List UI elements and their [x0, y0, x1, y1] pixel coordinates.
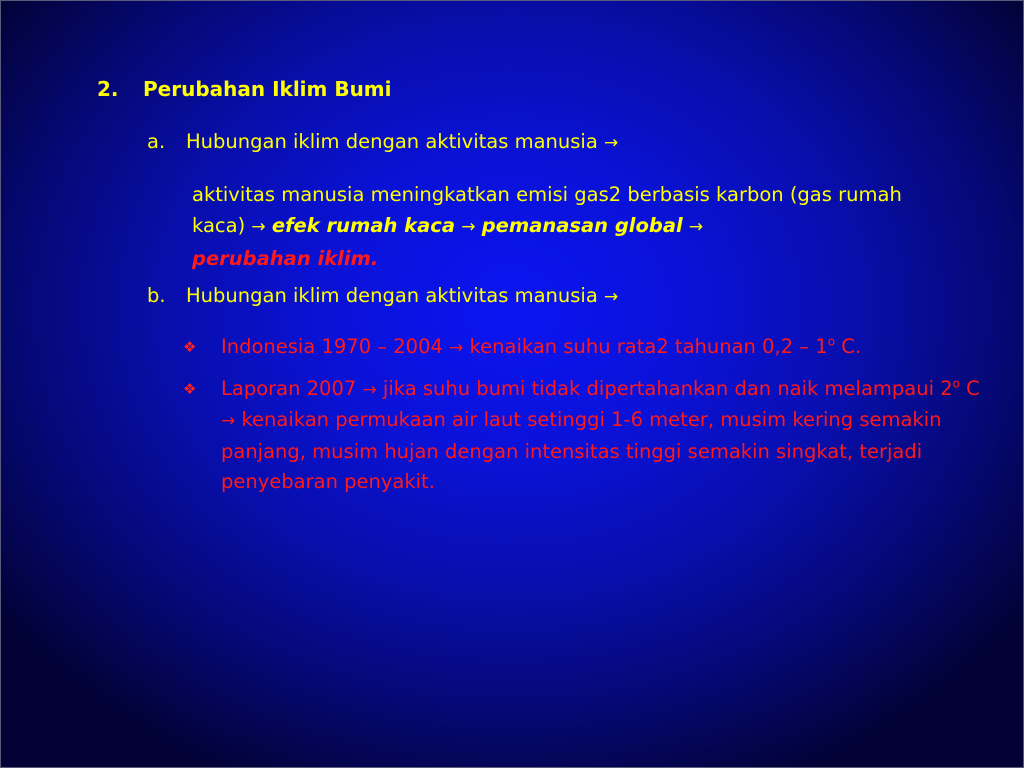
item-b	[147, 284, 618, 307]
diamond-bullet-icon: ❖	[183, 338, 197, 356]
emphasis-climate-change: perubahan iklim.	[192, 247, 379, 270]
bullet-text: Indonesia 1970 – 2004 → kenaikan suhu rata2 tahunan 0,2 – 1$^o$ C.	[221, 334, 862, 358]
section-heading	[97, 77, 392, 101]
heading-number: 2.	[97, 77, 119, 101]
diamond-bullet-icon: ❖	[183, 379, 197, 398]
right-arrow-icon: →	[603, 287, 619, 307]
heading-title: Perubahan Iklim Bumi	[143, 77, 392, 101]
right-arrow-icon: →	[362, 379, 377, 400]
emphasis-global-warming: pemanasan global	[481, 214, 683, 237]
item-a-letter: a.	[147, 130, 166, 153]
right-arrow-icon: →	[461, 217, 476, 237]
emphasis-greenhouse-effect: efek rumah kaca	[271, 214, 456, 237]
right-arrow-icon: →	[449, 338, 464, 358]
right-arrow-icon: →	[251, 217, 266, 237]
right-arrow-icon: →	[688, 217, 704, 237]
bullet-list	[183, 332, 993, 508]
item-a-paragraph: aktivitas manusia meningkatkan emisi gas2 berbasis karbon (gas rumah kaca) → efek rumah kaca → pemanasan global → perubahan iklim.	[192, 183, 902, 270]
list-item	[183, 374, 993, 498]
right-arrow-icon: →	[603, 133, 619, 153]
item-a-text: Hubungan iklim dengan aktivitas manusia →	[186, 130, 619, 153]
list-item	[183, 332, 993, 364]
right-arrow-icon: →	[221, 411, 236, 431]
item-a	[147, 130, 618, 153]
item-b-text: Hubungan iklim dengan aktivitas manusia →	[186, 284, 619, 307]
item-b-letter: b.	[147, 284, 166, 307]
bullet-text: Laporan 2007 → jika suhu bumi tidak dipertahankan dan naik melampaui 2$^o$ C → kenaikan permukaan air laut setinggi 1-6 meter, musim kering semakin panjang, musim hujan dengan intensitas tinggi semakin singkat, terjadi penyebaran penyakit.	[221, 376, 980, 493]
